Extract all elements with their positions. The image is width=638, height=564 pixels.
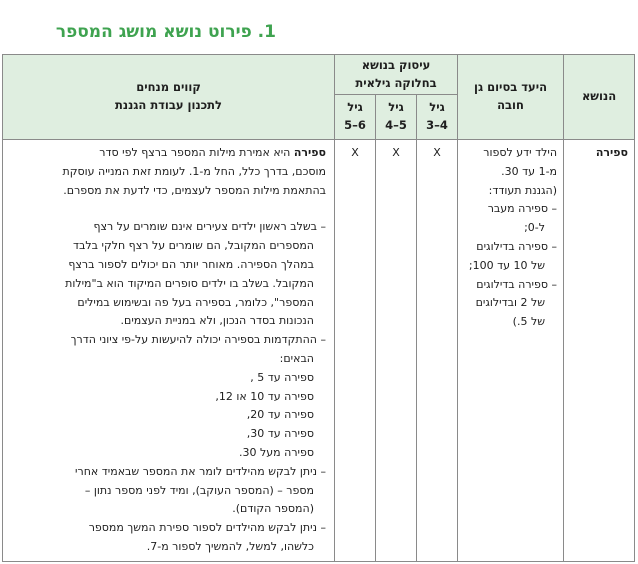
- header-age-4-5: גיל 5–4: [376, 95, 417, 140]
- header-topic: הנושא: [564, 55, 635, 140]
- topic-table: [2, 54, 635, 562]
- header-guidelines: קווים מנחים לתכנון עבודת הגננת: [3, 55, 335, 140]
- table-row: [3, 140, 635, 562]
- header-goal: היעד בסיום גן חובה: [458, 55, 564, 140]
- header-age-5-6: גיל 6–5: [335, 95, 376, 140]
- guidelines-cell: ספירה היא אמירת מילות המספר ברצף לפי סדר מוסכם, בדרך כלל, החל מ-1. לעומת זאת המנייה עוסקת בהתאמת מילות המספר לעצמים, כדי לדעת את מספרם. – בשלב ראשון ילדים צעירים אינם שומרים על רצף המספרים המקובל, הם שומרים על רצף חלקי בלבד במהלך הספירה. מאוחר יותר הם יכולים לספור ברצף המקובל. בשלב בו ילדים סופרים המיקוד הוא ב"מילות המספר", כלומר, בספירה בעל פה ובשימוש במילים הנכונות בסדר הנכון, ולא במניית העצמים. – ההתקדמות בספירה יכולה להיעשות על-פי ציוני הדרך הבאים: ספירה עד 5 , ספירה עד 10 או 12, ספירה עד 20, ספירה עד 30, ספירה מעל 30. – ניתן לבקש מהילדים לומר את המספר שבאמיד אחרי מספר – (המספר העוקב), ומיד לפני מספר נתון – (המספר הקודם). – ניתן לבקש מהילדים לספור ספירת המשך ממספר כלשהו, למשל, להמשיך לספור מ-7.: [3, 140, 335, 562]
- mark-age-3-4: X: [417, 140, 458, 562]
- header-age-3-4: גיל 4–3: [417, 95, 458, 140]
- section-title: 1. פירוט נושא מושג המספר: [55, 22, 276, 42]
- header-age-group: עיסוק בנושא בחלוקה גילאית: [335, 55, 458, 95]
- guide-intro: ספירה היא אמירת מילות המספר ברצף לפי סדר: [99, 146, 326, 159]
- topic-cell: ספירה: [564, 140, 635, 562]
- goal-cell: הילד ידע לספור מ-1 עד 30. (הגננת תעודד: – ספירה מעבר ל-0; – ספירה בדילוגים של 10 עד 100; – ספירה בדילוגים של 2 ובדילוגים של 5.): [458, 140, 564, 562]
- header-row: [3, 55, 635, 95]
- mark-age-4-5: X: [376, 140, 417, 562]
- mark-age-5-6: X: [335, 140, 376, 562]
